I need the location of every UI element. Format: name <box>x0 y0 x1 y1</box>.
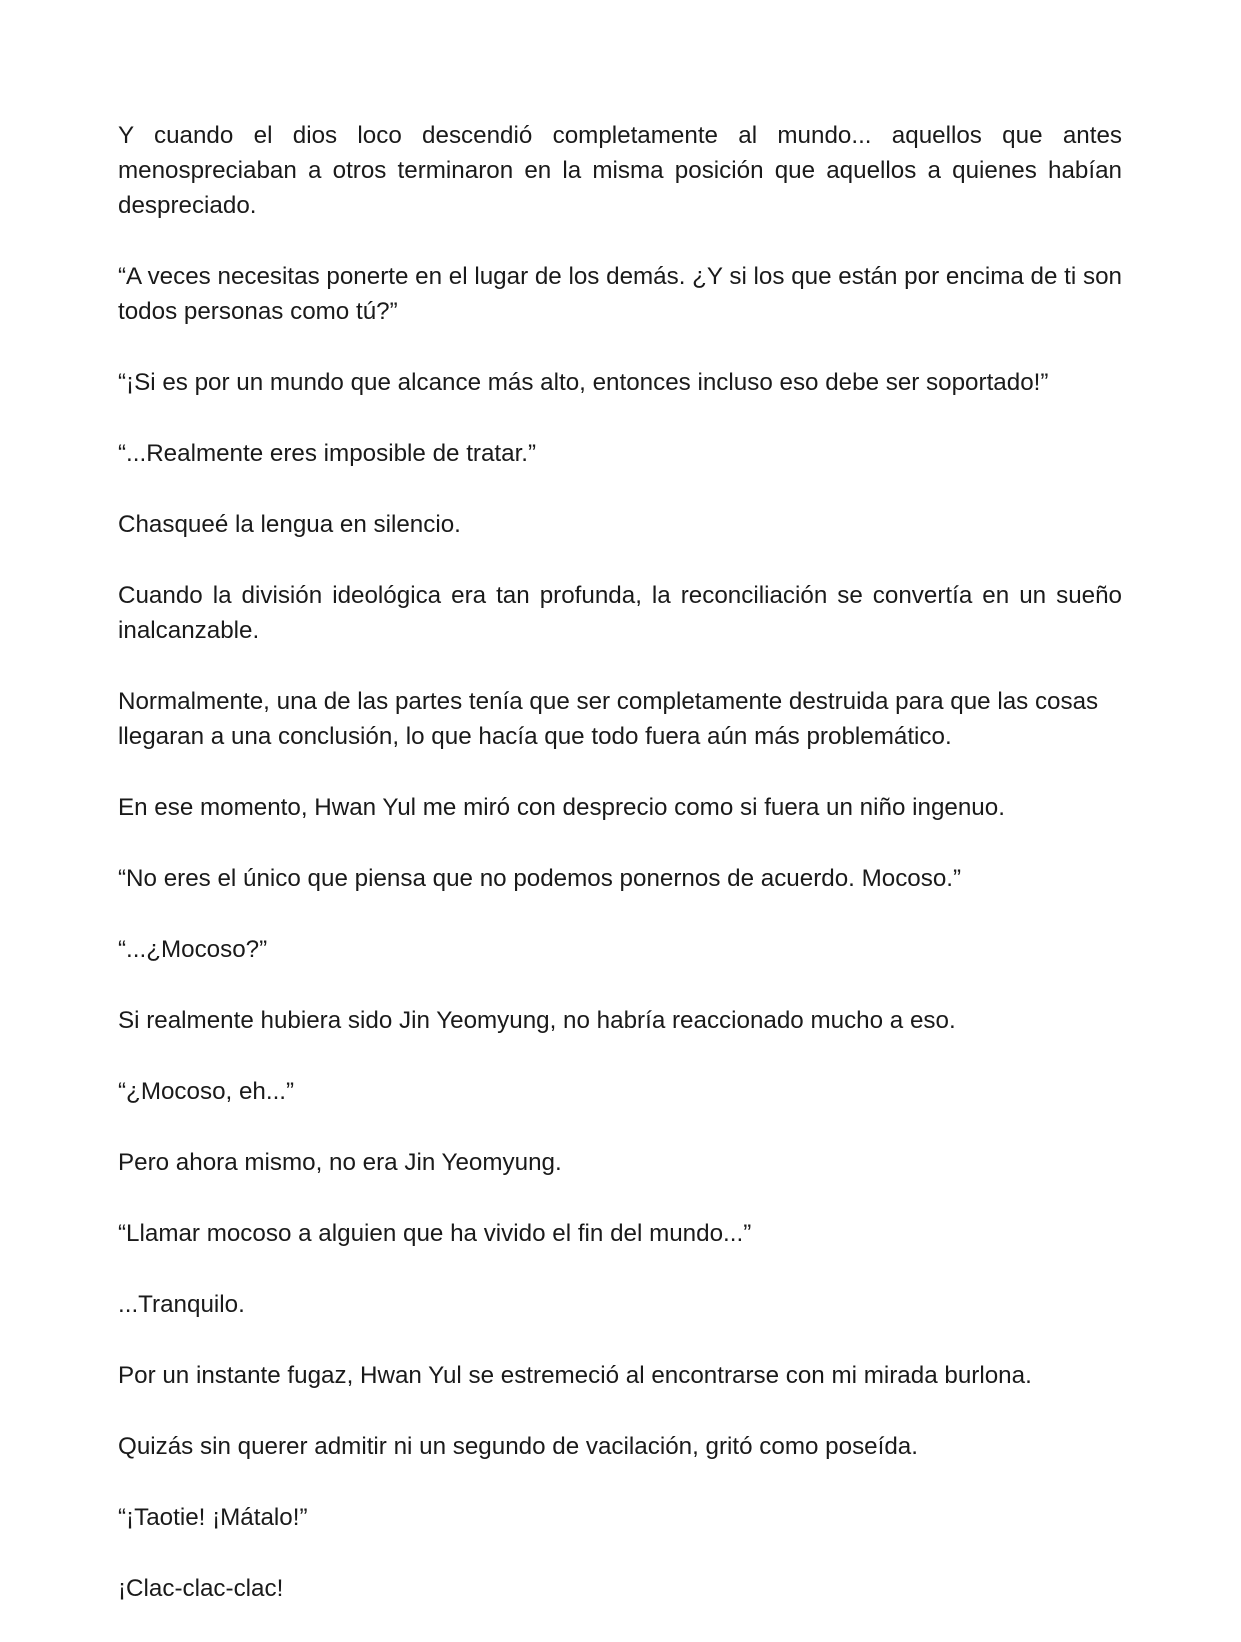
paragraph: “¡Si es por un mundo que alcance más alto, entonces incluso eso debe ser soportado!” <box>118 369 1049 396</box>
paragraph: “A veces necesitas ponerte en el lugar de los demás. ¿Y si los que están por encima de ti son todos personas como tú?” <box>118 263 1122 325</box>
paragraph: ...Tranquilo. <box>118 1291 245 1318</box>
paragraph: Si realmente hubiera sido Jin Yeomyung, no habría reaccionado mucho a eso. <box>118 1007 956 1034</box>
paragraph: Pero ahora mismo, no era Jin Yeomyung. <box>118 1149 562 1176</box>
paragraph: “¡Taotie! ¡Mátalo!” <box>118 1504 308 1531</box>
paragraph: “¿Mocoso, eh...” <box>118 1078 295 1105</box>
paragraph: En ese momento, Hwan Yul me miró con desprecio como si fuera un niño ingenuo. <box>118 794 1005 821</box>
document-body <box>118 118 1122 1642</box>
paragraph: Quizás sin querer admitir ni un segundo de vacilación, gritó como poseída. <box>118 1433 918 1460</box>
paragraph: “...¿Mocoso?” <box>118 936 268 963</box>
paragraph: “No eres el único que piensa que no podemos ponernos de acuerdo. Mocoso.” <box>118 865 962 892</box>
paragraph: Chasqueé la lengua en silencio. <box>118 511 461 538</box>
paragraph: Normalmente, una de las partes tenía que ser completamente destruida para que las cosas llegaran a una conclusión, lo que hacía que todo fuera aún más problemático. <box>118 688 1099 750</box>
paragraph: “...Realmente eres imposible de tratar.” <box>118 440 537 467</box>
paragraph: Y cuando el dios loco descendió completamente al mundo... aquellos que antes menospreciaban a otros terminaron en la misma posición que aquellos a quienes habían despreciado. <box>118 122 1122 219</box>
paragraph: Cuando la división ideológica era tan profunda, la reconciliación se convertía en un sueño inalcanzable. <box>118 582 1122 644</box>
paragraph: “Llamar mocoso a alguien que ha vivido el fin del mundo...” <box>118 1220 752 1247</box>
paragraph: ¡Clac-clac-clac! <box>118 1575 284 1602</box>
paragraph: Por un instante fugaz, Hwan Yul se estremeció al encontrarse con mi mirada burlona. <box>118 1362 1032 1389</box>
